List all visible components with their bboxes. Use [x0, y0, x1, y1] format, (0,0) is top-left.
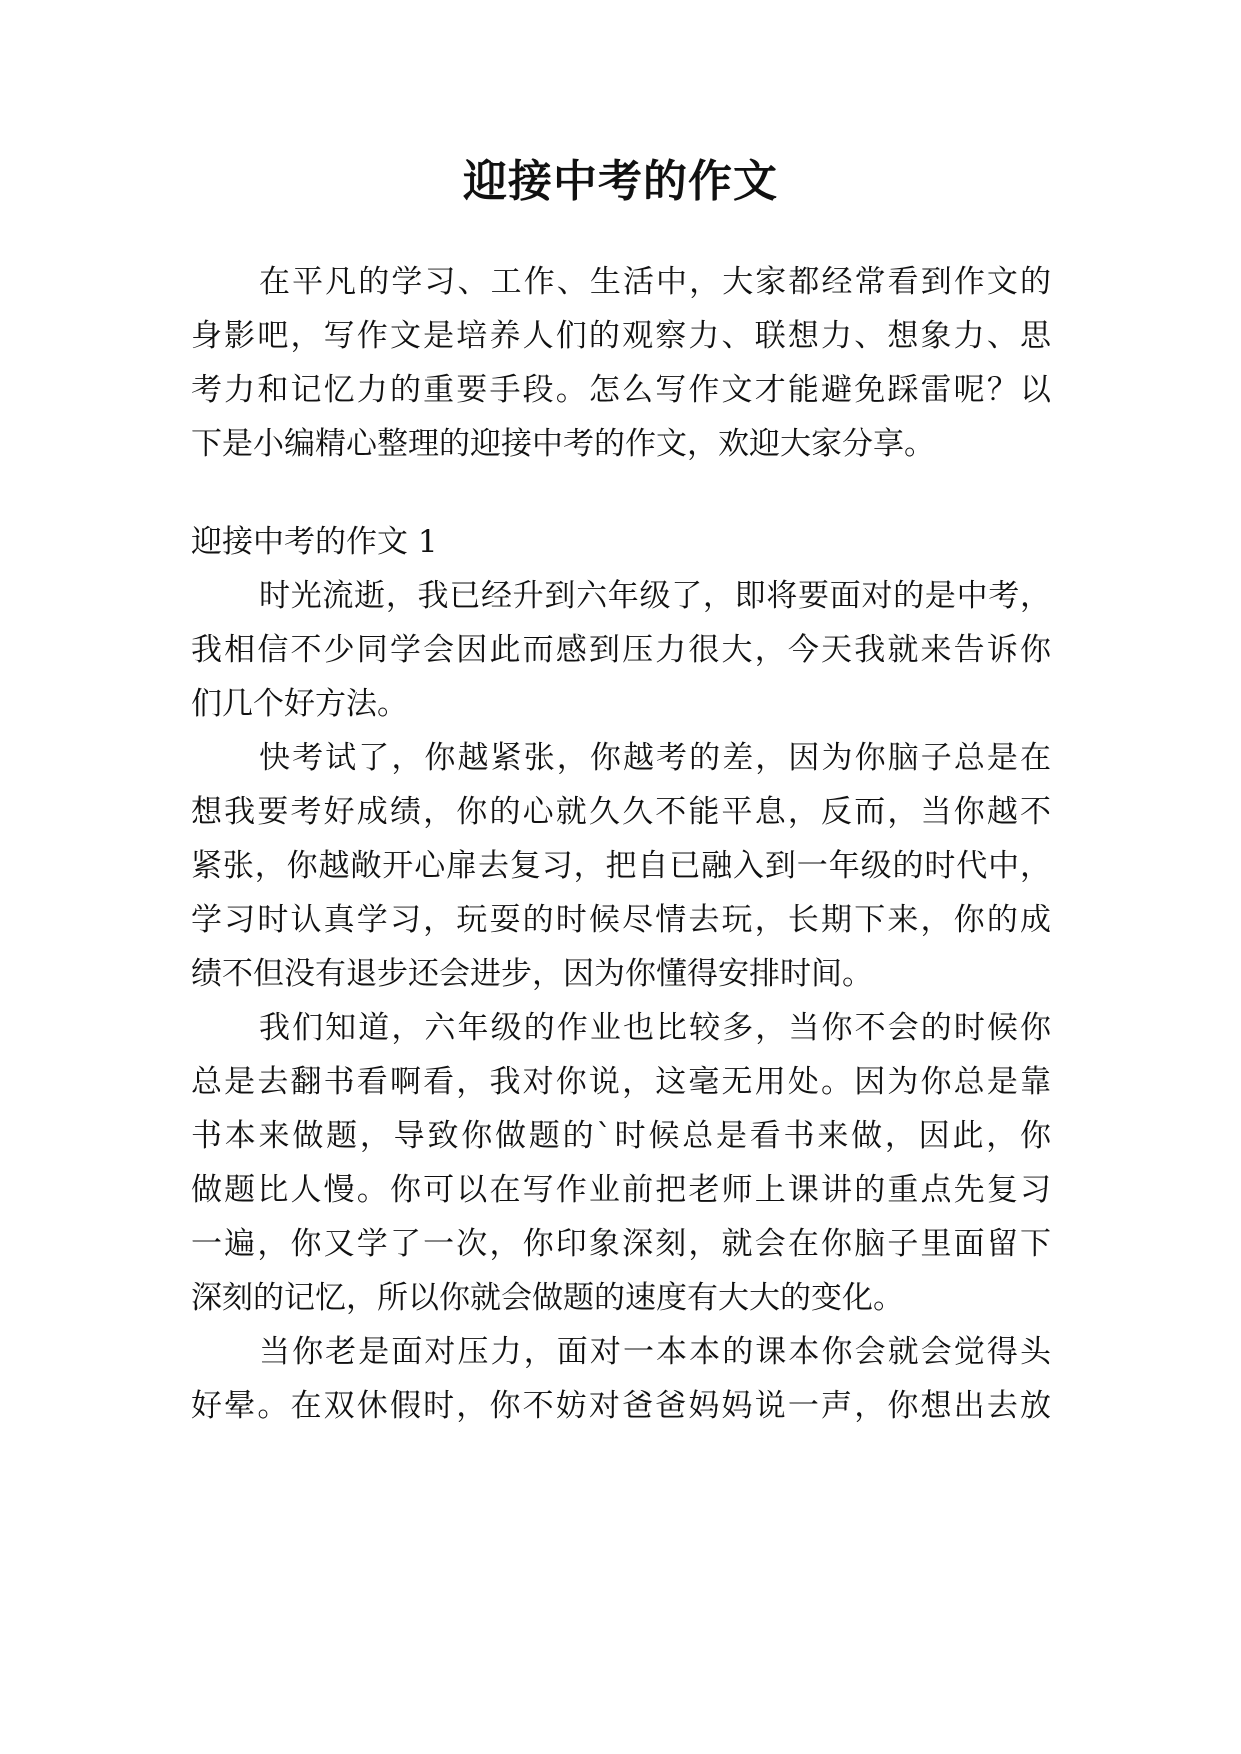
paragraph-1-line: 时光流逝，我已经升到六年级了，即将要面对的是中考，	[259, 578, 1051, 614]
paragraph-3-line: 书本来做题，导致你做题的`时候总是看书来做，因此，你	[191, 1118, 1051, 1154]
document-title: 迎接中考的作文	[463, 156, 778, 207]
paragraph-2-line: 绩不但没有退步还会进步，因为你懂得安排时间。	[191, 956, 873, 992]
paragraph-1-line: 们几个好方法。	[191, 686, 408, 722]
paragraph-4-line: 好晕。在双休假时，你不妨对爸爸妈妈说一声，你想出去放	[191, 1388, 1051, 1424]
intro-line: 下是小编精心整理的迎接中考的作文，欢迎大家分享。	[191, 426, 935, 462]
paragraph-3-line: 一遍，你又学了一次，你印象深刻，就会在你脑子里面留下	[191, 1226, 1051, 1262]
paragraph-4-line: 当你老是面对压力，面对一本本的课本你会就会觉得头	[259, 1334, 1051, 1370]
intro-line: 考力和记忆力的重要手段。怎么写作文才能避免踩雷呢？以	[191, 372, 1051, 408]
paragraph-3-line: 总是去翻书看啊看，我对你说，这毫无用处。因为你总是靠	[191, 1064, 1051, 1100]
intro-line: 身影吧，写作文是培养人们的观察力、联想力、想象力、思	[191, 318, 1051, 354]
paragraph-3-line: 我们知道，六年级的作业也比较多，当你不会的时候你	[259, 1010, 1051, 1046]
intro-line: 在平凡的学习、工作、生活中，大家都经常看到作文的	[259, 264, 1051, 300]
paragraph-2-line: 紧张，你越敞开心扉去复习，把自已融入到一年级的时代中，	[191, 848, 1051, 884]
paragraph-3-line: 做题比人慢。你可以在写作业前把老师上课讲的重点先复习	[191, 1172, 1051, 1208]
paragraph-1-line: 我相信不少同学会因此而感到压力很大，今天我就来告诉你	[191, 632, 1051, 668]
paragraph-2-line: 快考试了，你越紧张，你越考的差，因为你脑子总是在	[259, 740, 1051, 776]
paragraph-2-line: 想我要考好成绩，你的心就久久不能平息，反而，当你越不	[191, 794, 1051, 830]
section-heading: 迎接中考的作文 1	[191, 524, 438, 560]
paragraph-2-line: 学习时认真学习，玩耍的时候尽情去玩，长期下来，你的成	[191, 902, 1051, 938]
paragraph-3-line: 深刻的记忆，所以你就会做题的速度有大大的变化。	[191, 1280, 904, 1316]
